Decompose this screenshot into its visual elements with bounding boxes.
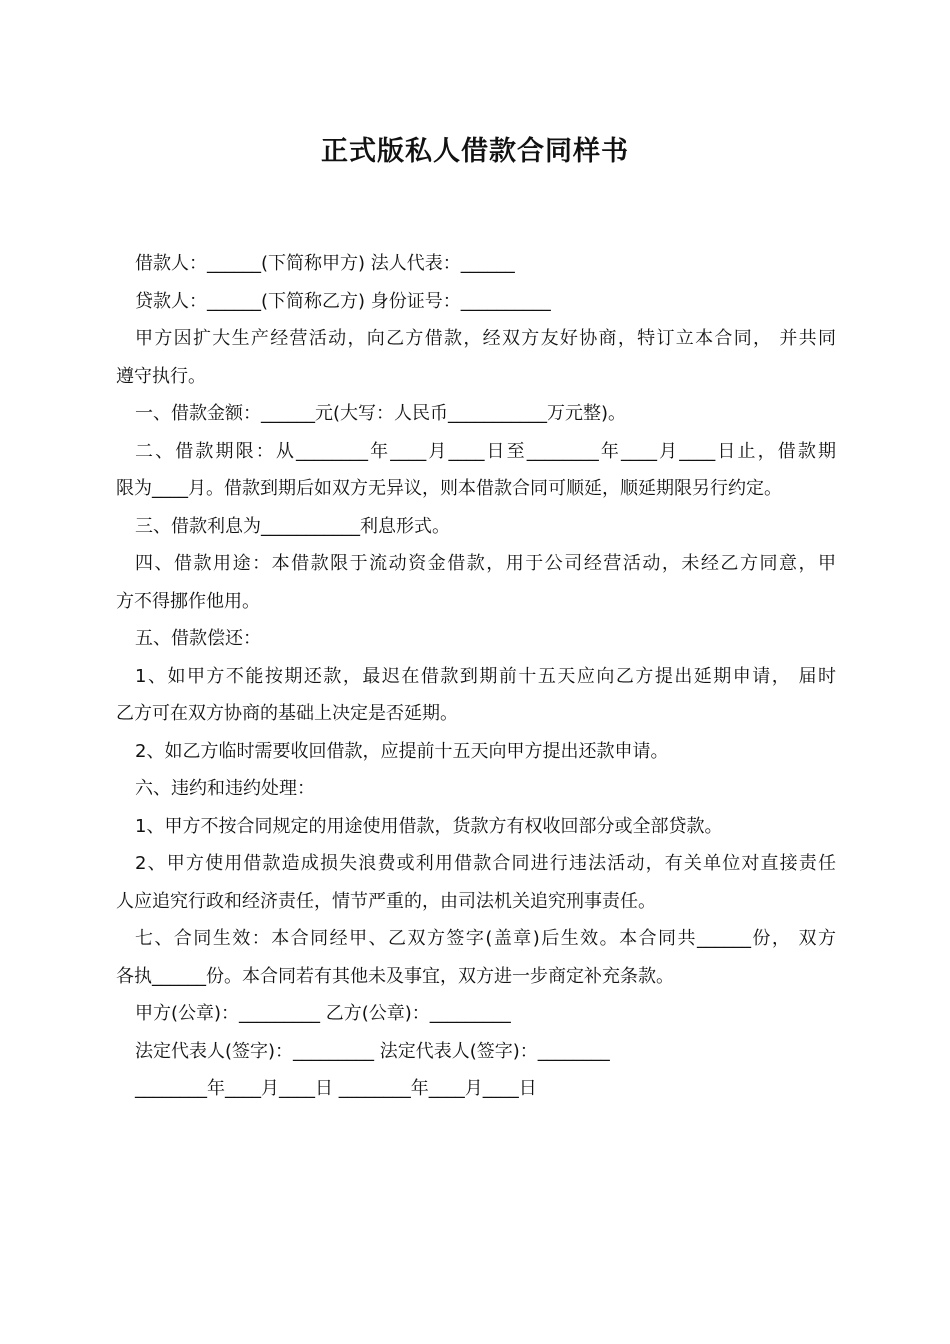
contract-body [116, 245, 836, 1108]
signature-line: 法定代表人(签字)：_________ 法定代表人(签字)：________ [135, 1040, 610, 1062]
document-title: 正式版私人借款合同样书 [321, 136, 629, 167]
lender-line: 贷款人：______(下简称乙方) 身份证号：__________ [135, 290, 551, 312]
borrower-line: 借款人：______(下简称甲方) 法人代表：______ [135, 253, 515, 274]
clause-4-purpose-line-1: 四、借款用途：本借款限于流动资金借款，用于公司经营活动，未经乙方同意，甲 [135, 553, 836, 574]
seal-line: 甲方(公章)：_________ 乙方(公章)：_________ [135, 1003, 511, 1024]
date-line: ________年____月____日 ________年____月____日 [135, 1078, 537, 1099]
clause-3-interest: 三、借款利息为___________利息形式。 [135, 515, 450, 537]
clause-5-heading: 五、借款偿还： [135, 628, 261, 649]
clause-7-effect-line-2: 各执______份。本合同若有其他未及事宜，双方进一步商定补充条款。 [116, 965, 674, 987]
clause-6-heading: 六、违约和违约处理： [135, 778, 315, 799]
clause-6-item-1: 1、甲方不按合同规定的用途使用借款，货款方有权收回部分或全部贷款。 [135, 815, 723, 837]
clause-6-item-2-line-2: 人应追究行政和经济责任，情节严重的，由司法机关追究刑事责任。 [116, 890, 656, 912]
clause-2-term-line-1: 二、借款期限：从________年____月____日至________年____月____日止，借款期 [135, 440, 836, 462]
clause-5-item-2: 2、如乙方临时需要收回借款，应提前十五天向甲方提出还款申请。 [135, 740, 669, 762]
clause-2-term-line-2: 限为____月。借款到期后如双方无异议，则本借款合同可顺延，顺延期限另行约定。 [116, 478, 782, 499]
clause-4-purpose-line-2: 方不得挪作他用。 [116, 590, 260, 612]
preamble-line-2: 遵守执行。 [116, 365, 206, 387]
clause-1-amount: 一、借款金额：______元(大写：人民币___________万元整)。 [135, 403, 627, 424]
clause-5-item-1-line-2: 乙方可在双方协商的基础上决定是否延期。 [116, 703, 458, 724]
preamble-line-1: 甲方因扩大生产经营活动，向乙方借款，经双方友好协商，特订立本合同， 并共同 [135, 328, 836, 349]
clause-5-item-1-line-1: 1、如甲方不能按期还款，最迟在借款到期前十五天应向乙方提出延期申请， 届时 [135, 665, 836, 687]
clause-7-effect-line-1: 七、合同生效：本合同经甲、乙双方签字(盖章)后生效。本合同共______份， 双方 [135, 928, 836, 949]
clause-6-item-2-line-1: 2、甲方使用借款造成损失浪费或利用借款合同进行违法活动，有关单位对直接责任 [135, 853, 836, 874]
